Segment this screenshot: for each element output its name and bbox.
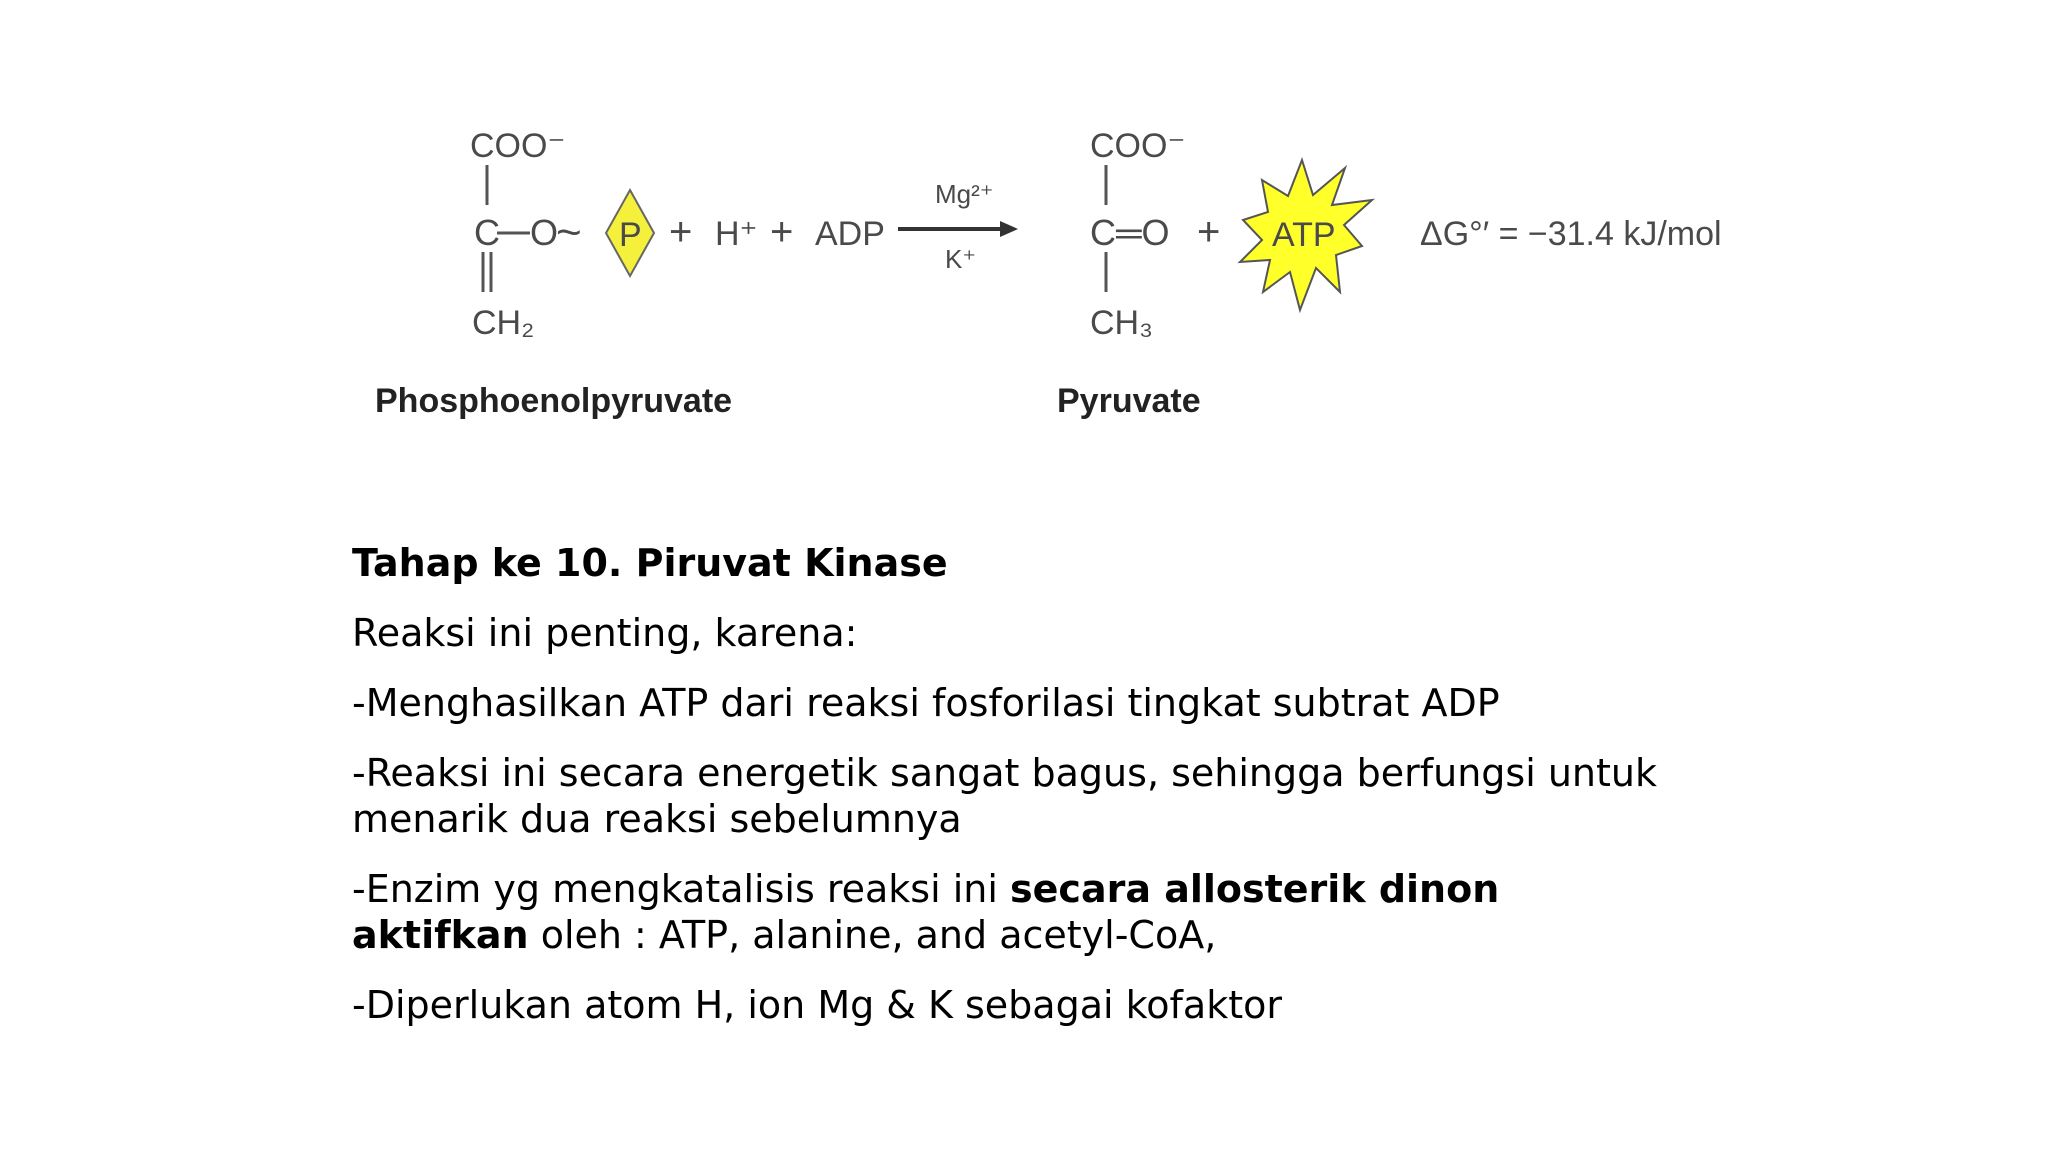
product-methyl: CH₃ [1090,304,1153,342]
point-3-bold-1: secara allosterik dinon [1010,867,1500,911]
phosphate-label: P [619,216,642,254]
cofactor-mg: Mg²⁺ [935,179,994,209]
reaction-arrow-icon [1000,221,1018,237]
point-3 [352,866,1752,958]
product-carbonyl: C═O [1090,212,1170,253]
reactant-name: Phosphoenolpyruvate [375,382,733,420]
reactant-carboxylate: COO⁻ [470,127,566,165]
reaction-diagram [0,0,2048,460]
text-block [352,540,1752,1052]
reactant-oxygen: O [530,212,559,253]
atp-label: ATP [1272,216,1336,254]
intro: Reaksi ini penting, karena: [352,611,858,655]
point-2 [352,750,1752,842]
product-name: Pyruvate [1057,382,1201,420]
cofactor-k: K⁺ [945,244,977,274]
point-1: -Menghasilkan ATP dari reaksi fosforilasi tingkat subtrat ADP [352,681,1500,725]
adp-label: ADP [815,215,885,253]
proton: H⁺ [715,215,758,253]
heading [352,540,1752,586]
reactant-tilde: ~ [556,208,582,257]
point-4: -Diperlukan atom H, ion Mg & K sebagai kofaktor [352,983,1282,1027]
plus-2: + [770,210,794,254]
plus-3: + [1197,210,1221,254]
reactant-methylene: CH₂ [472,304,535,342]
reactant-carbon: C [474,212,500,253]
product-carboxylate: COO⁻ [1090,127,1186,165]
point-3-pre: -Enzim yg mengkatalisis reaksi ini [352,867,1011,911]
point-3-post: oleh : ATP, alanine, and acetyl-CoA, [528,913,1217,957]
point-2-line-1: -Reaksi ini secara energetik sangat bagus, sehingga berfungsi untuk [352,751,1657,795]
delta-g: ΔG°′ = −31.4 kJ/mol [1420,215,1722,253]
point-3-bold-2: aktifkan [352,913,529,957]
point-2-line-2: menarik dua reaksi sebelumnya [352,797,962,841]
heading-text: Tahap ke 10. Piruvat Kinase [352,541,948,585]
plus-1: + [669,210,693,254]
